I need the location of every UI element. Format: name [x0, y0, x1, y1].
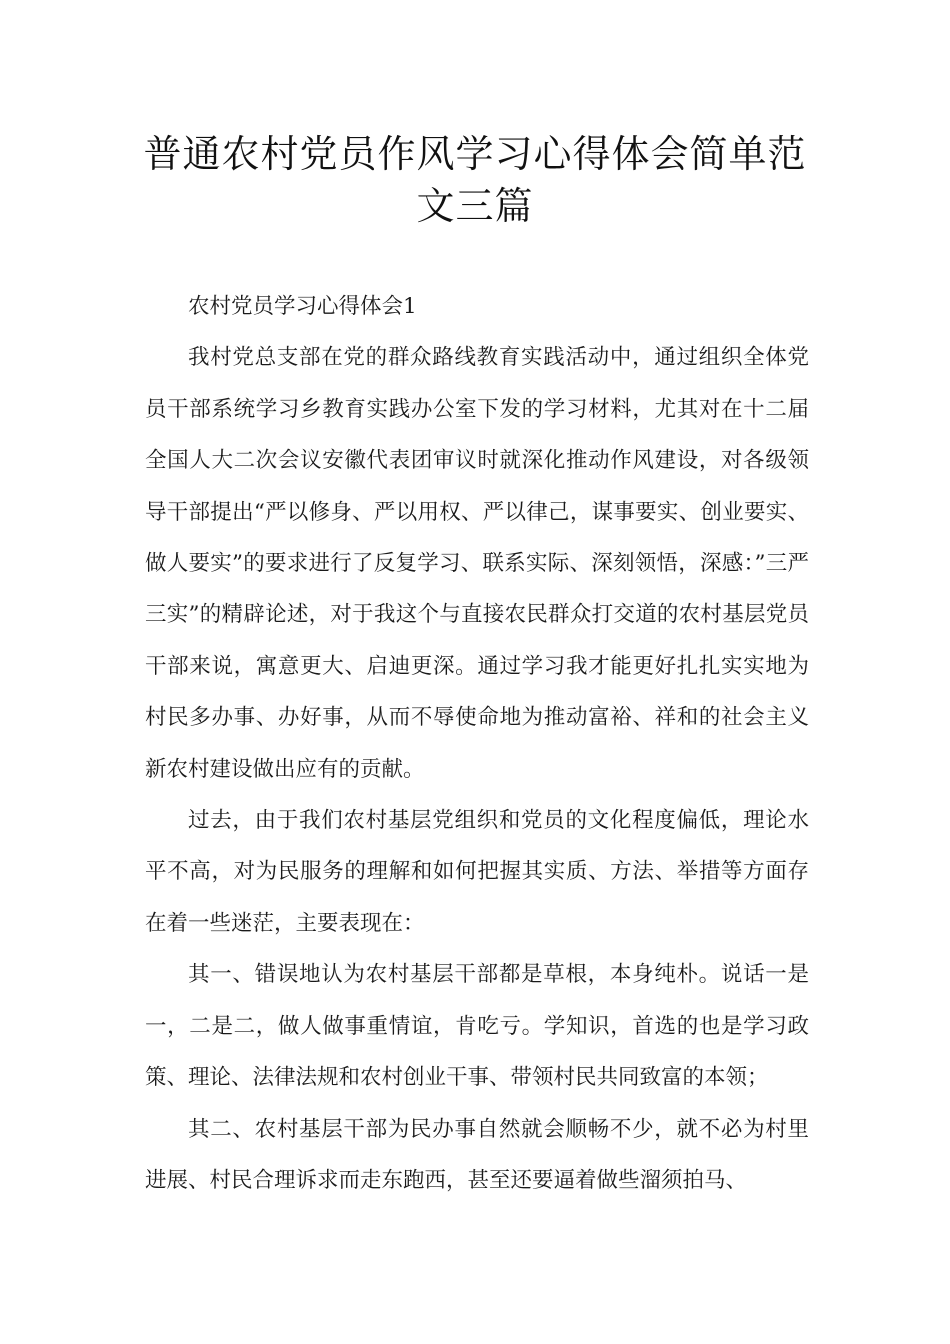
section-heading: 农村党员学习心得体会1	[188, 294, 417, 319]
body-paragraph: 其二、农村基层干部为民办事自然就会顺畅不少，就不必为村里进展、村民合理诉求而走东跑西，甚至还要逼着做些溜须拍马、	[145, 1116, 809, 1193]
body-paragraph: 我村党总支部在党的群众路线教育实践活动中，通过组织全体党员干部系统学习乡教育实践办公室下发的学习材料，尤其对在十二届全国人大二次会议安徽代表团审议时就深化推动作风建设，对各级领导干部提出“严以修身、严以用权、严以律己，谋事要实、创业要实、做人要实”的要求进行了反复学习、联系实际、深刻领悟，深感：”三严三实”的精辟论述，对于我这个与直接农民群众打交道的农村基层党员干部来说，寓意更大、启迪更深。通过学习我才能更好扎扎实实地为村民多办事、办好事，从而不辱使命地为推动富裕、祥和的社会主义新农村建设做出应有的贡献。	[145, 345, 809, 782]
body-paragraph: 过去，由于我们农村基层党组织和党员的文化程度偏低，理论水平不高，对为民服务的理解和如何把握其实质、方法、举措等方面存在着一些迷茫，主要表现在：	[145, 808, 809, 936]
document-title: 普通农村党员作风学习心得体会简单范文三篇	[143, 132, 807, 228]
body-paragraph: 其一、错误地认为农村基层干部都是草根，本身纯朴。说话一是一，二是二，做人做事重情谊，肯吃亏。学知识，首选的也是学习政策、理论、法律法规和农村创业干事、带领村民共同致富的本领；	[145, 962, 809, 1091]
document-body	[145, 281, 809, 1206]
